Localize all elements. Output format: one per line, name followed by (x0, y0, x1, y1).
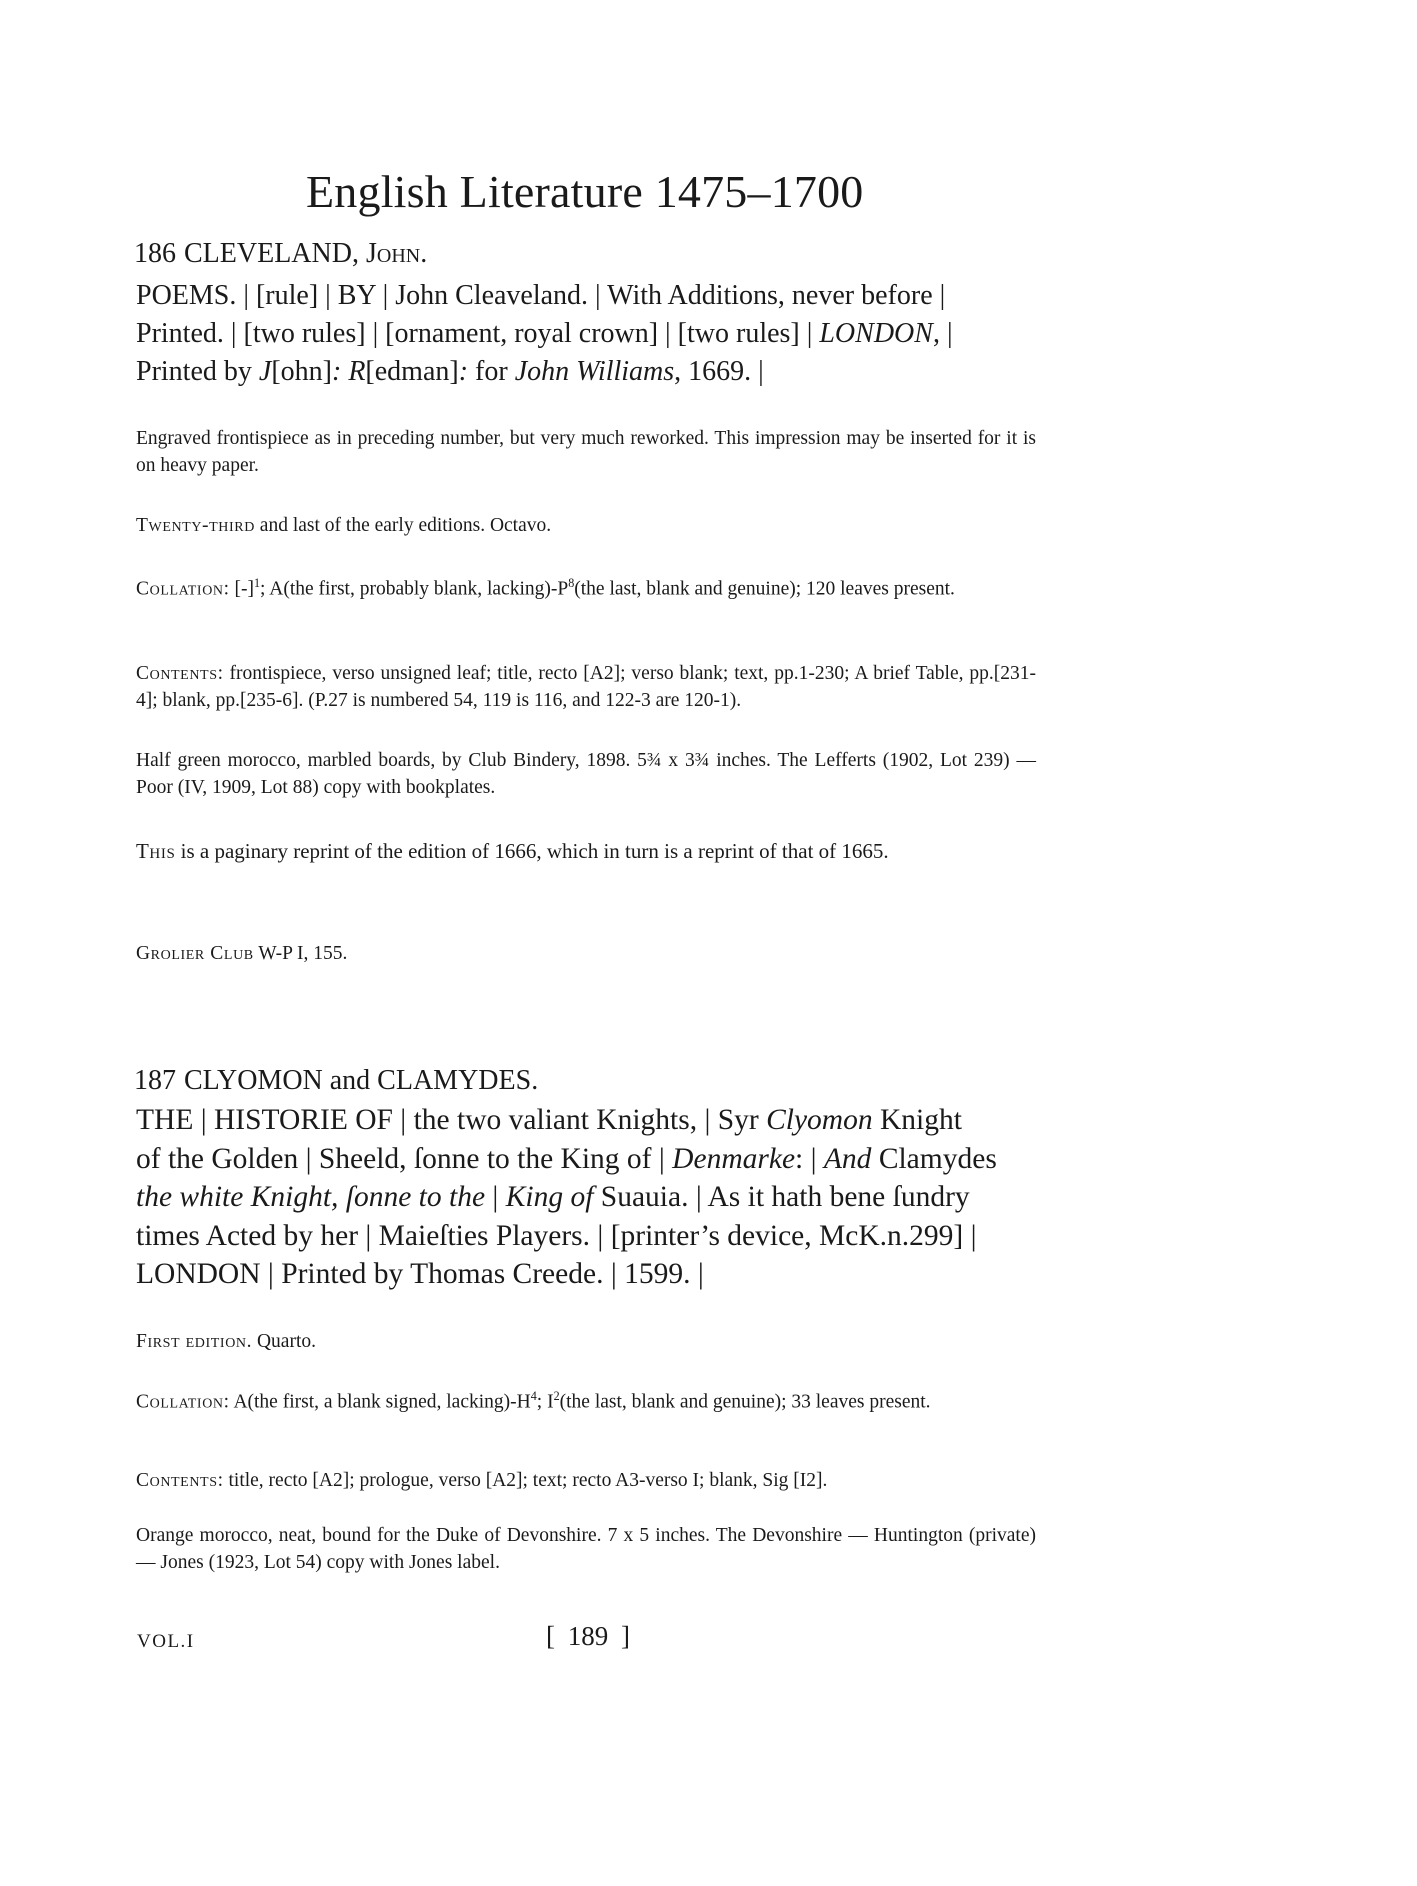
title-line: LONDON | Printed by Thomas Creede. | 1599. | (136, 1258, 704, 1290)
entry-heading (134, 1065, 538, 1097)
contents-note: Contents: title, recto [A2]; prologue, verso [A2]; text; recto A3-verso I; blank, Sig [I2]. (136, 1470, 828, 1491)
contents-note: Contents: frontispiece, verso unsigned leaf; title, recto [A2]; verso blank; text, pp.1-230; A brief Table, pp.[231-4]; blank, pp.[235-6]. (P.27 is numbered 54, 119 is 116, and 122-3 are 120-1). (136, 663, 1036, 711)
collation-note: Collation: A(the first, a blank signed, $lacking)-H^4$; $I^2(the$ last, blank and genuine); 33 leaves present. (136, 1389, 931, 1413)
author-forename: John. (365, 238, 428, 269)
publisher-name: John Williams (514, 356, 675, 387)
work-title: CLYOMON and CLAMYDES. (184, 1065, 539, 1096)
page-number: [ 189 ] (546, 1621, 630, 1651)
title-transcription (136, 277, 1036, 391)
reprint-note: This is a paginary reprint of the edition of 1666, which in turn is a reprint of that of 1665. (136, 839, 889, 863)
entry-heading (134, 238, 427, 270)
edition-note: First edition. Quarto. (136, 1331, 316, 1352)
binding-note: Orange morocco, neat, bound for the Duke of Devonshire. 7 x 5 inches. The Devonshire — Huntington (private) — Jones (1923, Lot 54) copy with Jones label. (136, 1525, 1036, 1573)
entry-number: 186 (134, 238, 176, 269)
title-line: THE | HISTORIE OF | the two valiant Knights, | Syr Clyomon Knight (136, 1104, 962, 1136)
title-line: Printed. | [two rules] | [ornament, royal crown] | [two rules] | LONDON, | (136, 318, 953, 349)
imprint-place: LONDON (819, 318, 933, 349)
edition-note: Twenty-third and last of the early editions. Octavo. (136, 515, 552, 536)
page-title: English Literature 1475–1700 (306, 166, 864, 217)
title-line: POEMS. | [rule] | BY | John Cleaveland. | With Additions, never before | (136, 280, 946, 311)
title-line: times Acted by her | Maieſties Players. | [printer’s device, McK.n.299] | (136, 1219, 977, 1252)
volume-label: VOL.I (137, 1631, 195, 1652)
title-line: of the Golden | Sheeld, ſonne to the King of | Denmarke: | And Clamydes (136, 1142, 997, 1175)
author-name: CLEVELAND, (184, 238, 359, 269)
collation-note: Collation: $[-]^1$; A(the first, probably blank, $lacking)-P^8(the$ last, blank and genuine); 120 leaves present. (136, 576, 955, 600)
frontispiece-note: Engraved frontispiece as in preceding number, but very much reworked. This impression may be inserted for it is on heavy paper. (136, 428, 1036, 476)
title-line: Printed by J[ohn]: R[edman]: for John Williams, 1669. | (136, 356, 764, 387)
title-line: the white Knight, ſonne to the | King of Suauia. | As it hath bene ſundry (136, 1181, 970, 1213)
binding-note: Half green morocco, marbled boards, by Club Bindery, 1898. 5¾ x 3¾ inches. The Lefferts (1902, Lot 239) — Poor (IV, 1909, Lot 88) copy with bookplates. (136, 750, 1036, 798)
title-transcription (136, 1101, 1036, 1294)
entry-number: 187 (134, 1065, 176, 1096)
reference-note: Grolier Club W-P I, 155. (136, 943, 348, 964)
